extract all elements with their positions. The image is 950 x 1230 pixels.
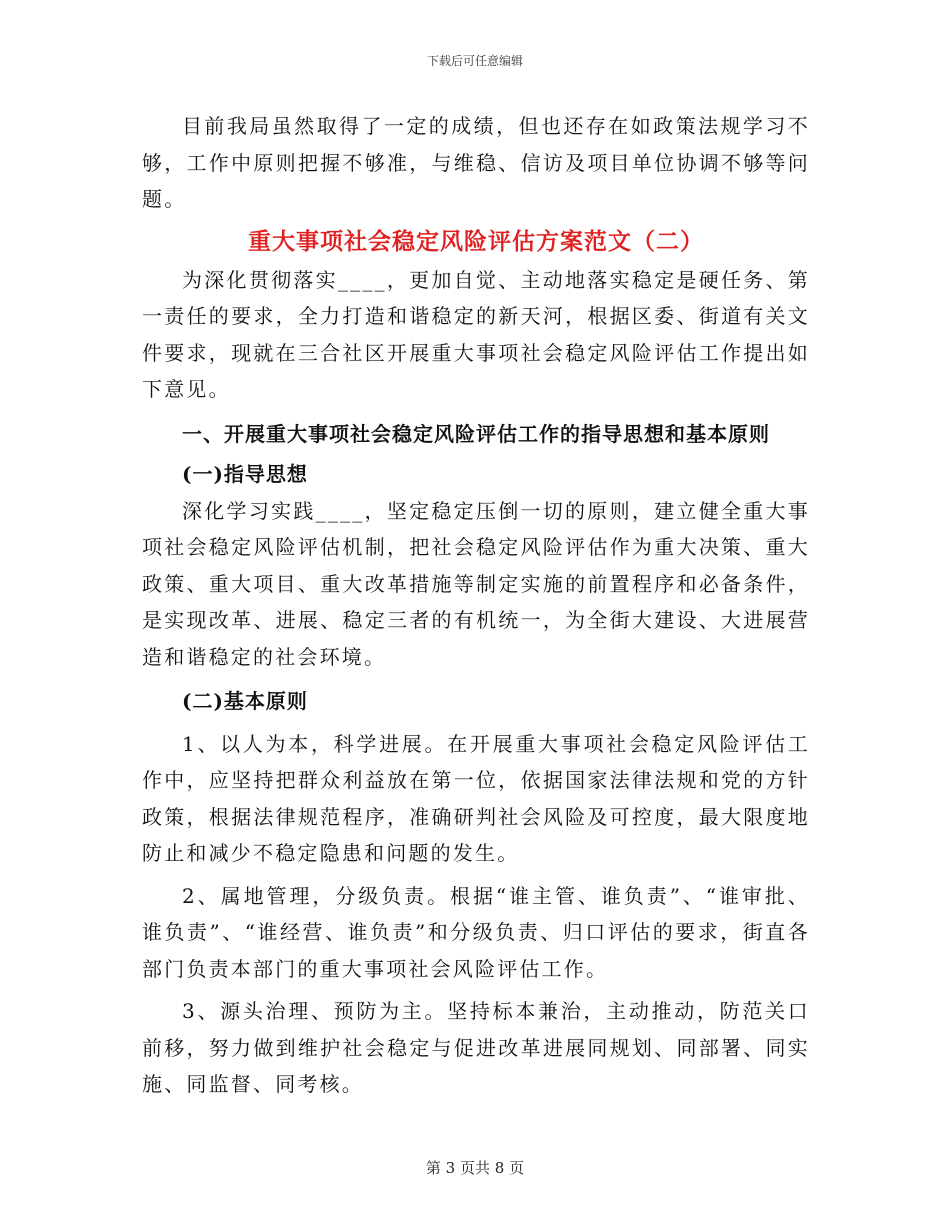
principle-paragraph	[142, 993, 810, 1103]
guiding-ideology-paragraph: 深化学习实践____，坚定稳定压倒一切的原则，建立健全重大事项社会稳定风险评估机制，把社会稳定风险评估作为重大决策、重大政策、重大项目、重大改革措施等制定实施的前置程序和必备条件，是实现改革、进展、稳定三者的有机统一，为全街大建设、大进展营造和谐稳定的社会环境。	[142, 498, 810, 669]
principle-number: 2	[182, 883, 197, 908]
principle-number: 1	[182, 731, 197, 756]
principle-paragraph	[142, 878, 810, 988]
document-title: 重大事项社会稳定风险评估方案范文（二）	[248, 227, 704, 255]
document-body	[142, 108, 810, 1103]
opening-paragraph: 为深化贯彻落实____，更加自觉、主动地落实稳定是硬任务、第一责任的要求，全力打造和谐稳定的新天河，根据区委、街道有关文件要求，现就在三合社区开展重大事项社会稳定风险评估工作提出如下意见。	[142, 267, 810, 401]
subsection-heading-basic-principles: (二)基本原则	[182, 689, 308, 713]
intro-paragraph: 目前我局虽然取得了一定的成绩，但也还存在如政策法规学习不够，工作中原则把握不够准，与维稳、信访及项目单位协调不够等问题。	[142, 114, 810, 211]
page-header: 下载后可任意编辑	[426, 54, 523, 68]
principle-text: 、以人为本，科学进展。在开展重大事项社会稳定风险评估工作中，应坚持把群众利益放在第一位，依据国家法律法规和党的方针政策，根据法律规范程序，准确研判社会风险及可控度，最大限度地防止和减少不稳定隐患和问题的发生。	[142, 731, 810, 865]
principle-number: 3	[182, 999, 197, 1023]
section-heading: 一、开展重大事项社会稳定风险评估工作的指导思想和基本原则	[182, 421, 770, 446]
principle-text: 、属地管理，分级负责。根据“谁主管、谁负责”、“谁审批、谁负责”、“谁经营、谁负责”和分级负责、归口评估的要求，街直各部门负责本部门的重大事项社会风险评估工作。	[142, 883, 810, 981]
page-footer: 第 3 页共 8 页	[425, 1159, 525, 1177]
principle-paragraph	[142, 726, 810, 872]
subsection-heading-guiding-ideology: (一)指导思想	[182, 462, 308, 486]
principle-text: 、源头治理、预防为主。坚持标本兼治，主动推动，防范关口前移，努力做到维护社会稳定与促进改革进展同规划、同部署、同实施、同监督、同考核。	[142, 999, 810, 1096]
